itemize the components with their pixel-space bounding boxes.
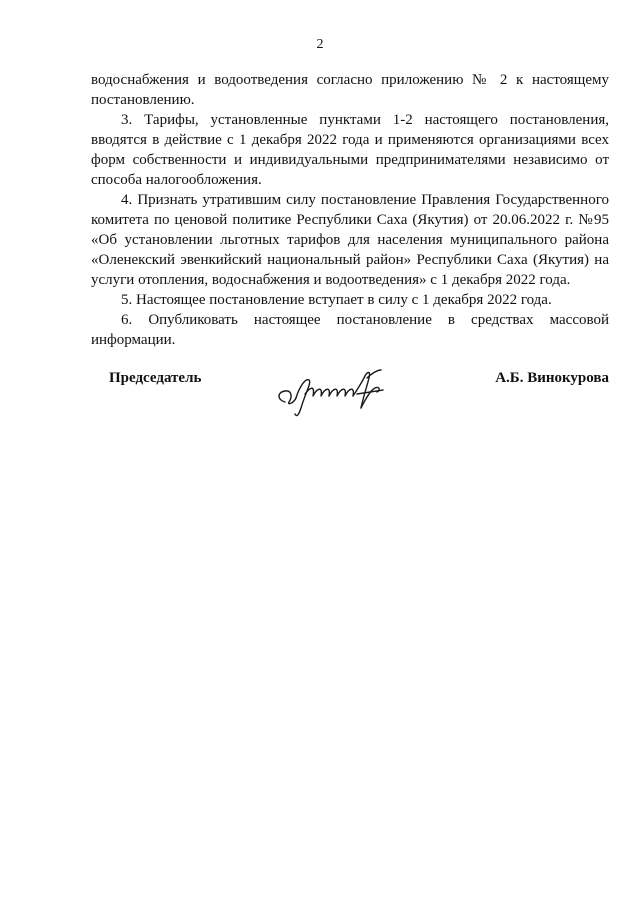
paragraph-4-repeal: 4. Признать утратившим силу постановление Правления Государственного комитета по ценовой политике Республики Саха (Якутия) от 20.06.2022 г. №95 «Об установлении льготных тарифов для населения муниципального района «Оленекский эвенкийский национальный район» Республики Саха (Якутия) на услуги отопления, водоснабжения и водоотведения» с 1 декабря 2022 года. <box>91 192 609 288</box>
signature-block <box>91 364 609 424</box>
document-body <box>91 70 609 350</box>
page-number: 2 <box>316 37 324 52</box>
signatory-name: А.Б. Винокурова <box>495 370 609 386</box>
paragraph-continuation: водоснабжения и водоотведения согласно приложению № 2 к настоящему постановлению. <box>91 72 609 108</box>
paragraph-5-effective-date: 5. Настоящее постановление вступает в силу с 1 декабря 2022 года. <box>121 292 552 308</box>
paragraph-3-tariffs: 3. Тарифы, установленные пунктами 1-2 настоящего постановления, вводятся в действие с 1 декабря 2022 года и применяются организациями всех форм собственности и индивидуальными предпринимателями независимо от способа налогообложения. <box>91 112 609 188</box>
signatory-title: Председатель <box>109 370 202 386</box>
paragraph-6-publication: 6. Опубликовать настоящее постановление в средствах массовой информации. <box>91 312 609 348</box>
handwritten-signature <box>271 364 401 420</box>
